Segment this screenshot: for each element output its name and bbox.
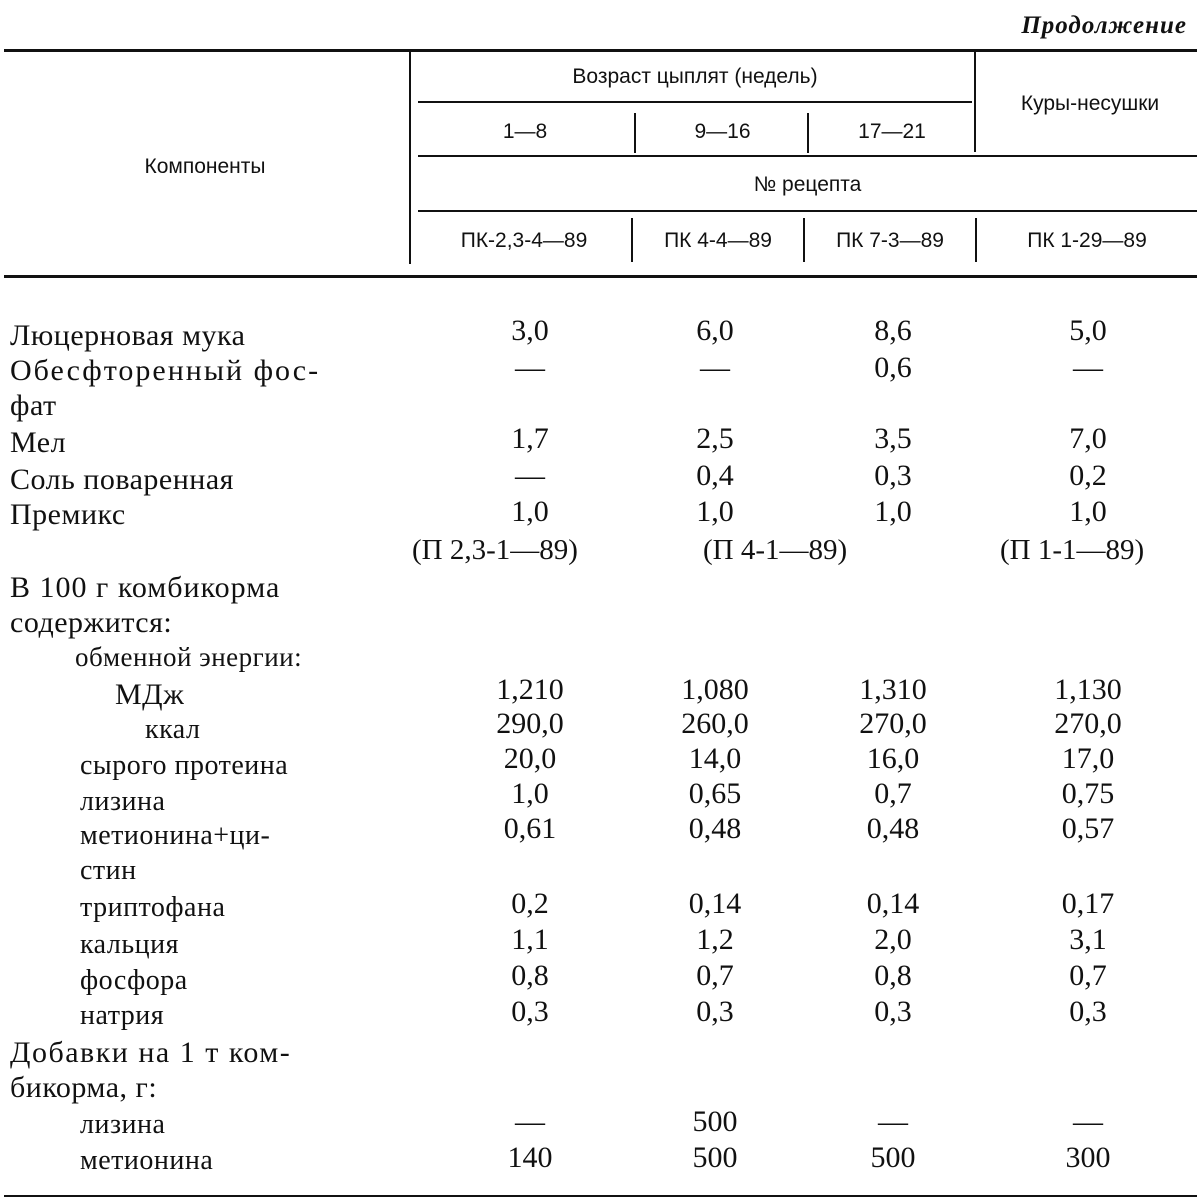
premix-code: (П 4-1—89) bbox=[703, 534, 848, 566]
row-label: МДж bbox=[115, 678, 185, 711]
row-label: фосфора bbox=[80, 965, 188, 996]
cell: 16,0 bbox=[866, 742, 920, 775]
cell: 0,65 bbox=[688, 777, 742, 810]
cell: 1,0 bbox=[1069, 495, 1107, 528]
content-heading-continued: содержится: bbox=[10, 606, 173, 639]
bottom-rule bbox=[4, 1195, 1197, 1197]
cell: 0,14 bbox=[866, 887, 920, 920]
cell: — bbox=[515, 459, 545, 492]
cell: 270,0 bbox=[1054, 707, 1122, 740]
header-recipe-4: ПК 1-29—89 bbox=[1027, 229, 1147, 252]
additives-heading-continued: бикорма, г: bbox=[10, 1071, 158, 1104]
energy-heading: обменной энергии: bbox=[75, 642, 303, 672]
cell: 3,5 bbox=[874, 422, 912, 455]
cell: — bbox=[515, 1105, 545, 1138]
cell: 0,8 bbox=[874, 959, 912, 992]
row-label: триптофана bbox=[80, 892, 226, 923]
cell: 1,0 bbox=[511, 777, 549, 810]
premix-code: (П 1-1—89) bbox=[1000, 534, 1145, 566]
cell: 1,7 bbox=[511, 422, 549, 455]
cell: 0,3 bbox=[874, 995, 912, 1028]
cell: 0,7 bbox=[1069, 959, 1107, 992]
cell: 2,0 bbox=[874, 923, 912, 956]
cell: 140 bbox=[507, 1141, 553, 1174]
row-label-continued: стин bbox=[80, 855, 137, 886]
row-label: сырого протеина bbox=[80, 750, 289, 781]
cell: 0,48 bbox=[866, 812, 920, 845]
recipe-label-underline bbox=[418, 210, 1197, 212]
cell: — bbox=[1073, 1105, 1103, 1138]
header-recipe-3: ПК 7-3—89 bbox=[836, 229, 944, 252]
cell: 6,0 bbox=[696, 314, 734, 347]
row-label: ккал bbox=[145, 714, 201, 745]
cell: 1,0 bbox=[511, 495, 549, 528]
age-sep-1 bbox=[634, 113, 636, 153]
top-rule bbox=[4, 49, 1197, 52]
cell: 0,48 bbox=[688, 812, 742, 845]
cell: 0,3 bbox=[696, 995, 734, 1028]
cell: — bbox=[878, 1105, 908, 1138]
cell: 0,2 bbox=[1069, 459, 1107, 492]
header-recipe-1: ПК-2,3-4—89 bbox=[460, 229, 588, 252]
cell: — bbox=[700, 351, 730, 384]
cell: 0,14 bbox=[688, 887, 742, 920]
cell: 1,0 bbox=[874, 495, 912, 528]
cell: 500 bbox=[692, 1141, 738, 1174]
cell: 5,0 bbox=[1069, 314, 1107, 347]
row-label: метионина+ци- bbox=[80, 820, 271, 851]
header-age-1: 1—8 bbox=[502, 120, 548, 143]
header-vline-left bbox=[409, 52, 411, 264]
cell: 1,130 bbox=[1054, 673, 1122, 706]
cell: 260,0 bbox=[681, 707, 749, 740]
header-recipe-label: № рецепта bbox=[753, 173, 862, 196]
row-label: Премикс bbox=[10, 498, 126, 531]
row-label: Обесфторенный фос- bbox=[10, 354, 321, 387]
premix-code: (П 2,3-1—89) bbox=[412, 534, 578, 566]
cell: 1,310 bbox=[859, 673, 927, 706]
cell: 500 bbox=[692, 1105, 738, 1138]
cell: 0,57 bbox=[1061, 812, 1115, 845]
row-label: натрия bbox=[80, 1000, 165, 1031]
cell: 1,210 bbox=[496, 673, 564, 706]
cell: 290,0 bbox=[496, 707, 564, 740]
row-label: лизина bbox=[80, 786, 166, 817]
cell: 0,6 bbox=[874, 351, 912, 384]
cell: 0,3 bbox=[1069, 995, 1107, 1028]
content-heading: В 100 г комбикорма bbox=[10, 571, 281, 604]
cell: 0,3 bbox=[874, 459, 912, 492]
cell: 0,61 bbox=[503, 812, 557, 845]
ages-underline bbox=[418, 155, 1197, 157]
cell: 2,5 bbox=[696, 422, 734, 455]
cell: 0,7 bbox=[696, 959, 734, 992]
cell: 17,0 bbox=[1061, 742, 1115, 775]
row-label: кальция bbox=[80, 929, 179, 960]
cell: 8,6 bbox=[874, 314, 912, 347]
cell: — bbox=[1073, 351, 1103, 384]
cell: 3,1 bbox=[1069, 923, 1107, 956]
cell: 3,0 bbox=[511, 314, 549, 347]
age-underline bbox=[418, 101, 972, 103]
cell: 300 bbox=[1065, 1141, 1111, 1174]
header-recipe-2: ПК 4-4—89 bbox=[664, 229, 772, 252]
row-label: Мел bbox=[10, 426, 67, 459]
cell: 1,080 bbox=[681, 673, 749, 706]
header-age-3: 17—21 bbox=[858, 120, 926, 143]
row-label: метионина bbox=[80, 1145, 214, 1176]
header-age-group: Возраст цыплят (недель) bbox=[572, 65, 818, 88]
cell: 0,4 bbox=[696, 459, 734, 492]
header-vline-layers bbox=[974, 52, 976, 152]
header-age-2: 9—16 bbox=[694, 120, 751, 143]
cell: 0,8 bbox=[511, 959, 549, 992]
cell: 20,0 bbox=[503, 742, 557, 775]
row-label-continued: фат bbox=[10, 389, 57, 422]
cell: 1,0 bbox=[696, 495, 734, 528]
cell: 270,0 bbox=[859, 707, 927, 740]
additives-heading: Добавки на 1 т ком- bbox=[10, 1036, 292, 1069]
cell: 0,17 bbox=[1061, 887, 1115, 920]
cell: 1,2 bbox=[696, 923, 734, 956]
cell: 14,0 bbox=[688, 742, 742, 775]
cell: 7,0 bbox=[1069, 422, 1107, 455]
row-label: лизина bbox=[80, 1109, 166, 1140]
continuation-label: Продолжение bbox=[1021, 12, 1187, 39]
header-layers: Куры-несушки bbox=[1020, 92, 1160, 115]
cell: 0,7 bbox=[874, 777, 912, 810]
cell: 1,1 bbox=[511, 923, 549, 956]
header-components: Компоненты bbox=[144, 155, 266, 178]
cell: 0,2 bbox=[511, 887, 549, 920]
cell: 500 bbox=[870, 1141, 916, 1174]
row-label: Соль поваренная bbox=[10, 463, 234, 496]
cell: 0,75 bbox=[1061, 777, 1115, 810]
header-bottom-rule bbox=[4, 275, 1197, 278]
cell: — bbox=[515, 351, 545, 384]
row-label: Люцерновая мука bbox=[10, 319, 246, 352]
cell: 0,3 bbox=[511, 995, 549, 1028]
age-sep-2 bbox=[807, 113, 809, 153]
